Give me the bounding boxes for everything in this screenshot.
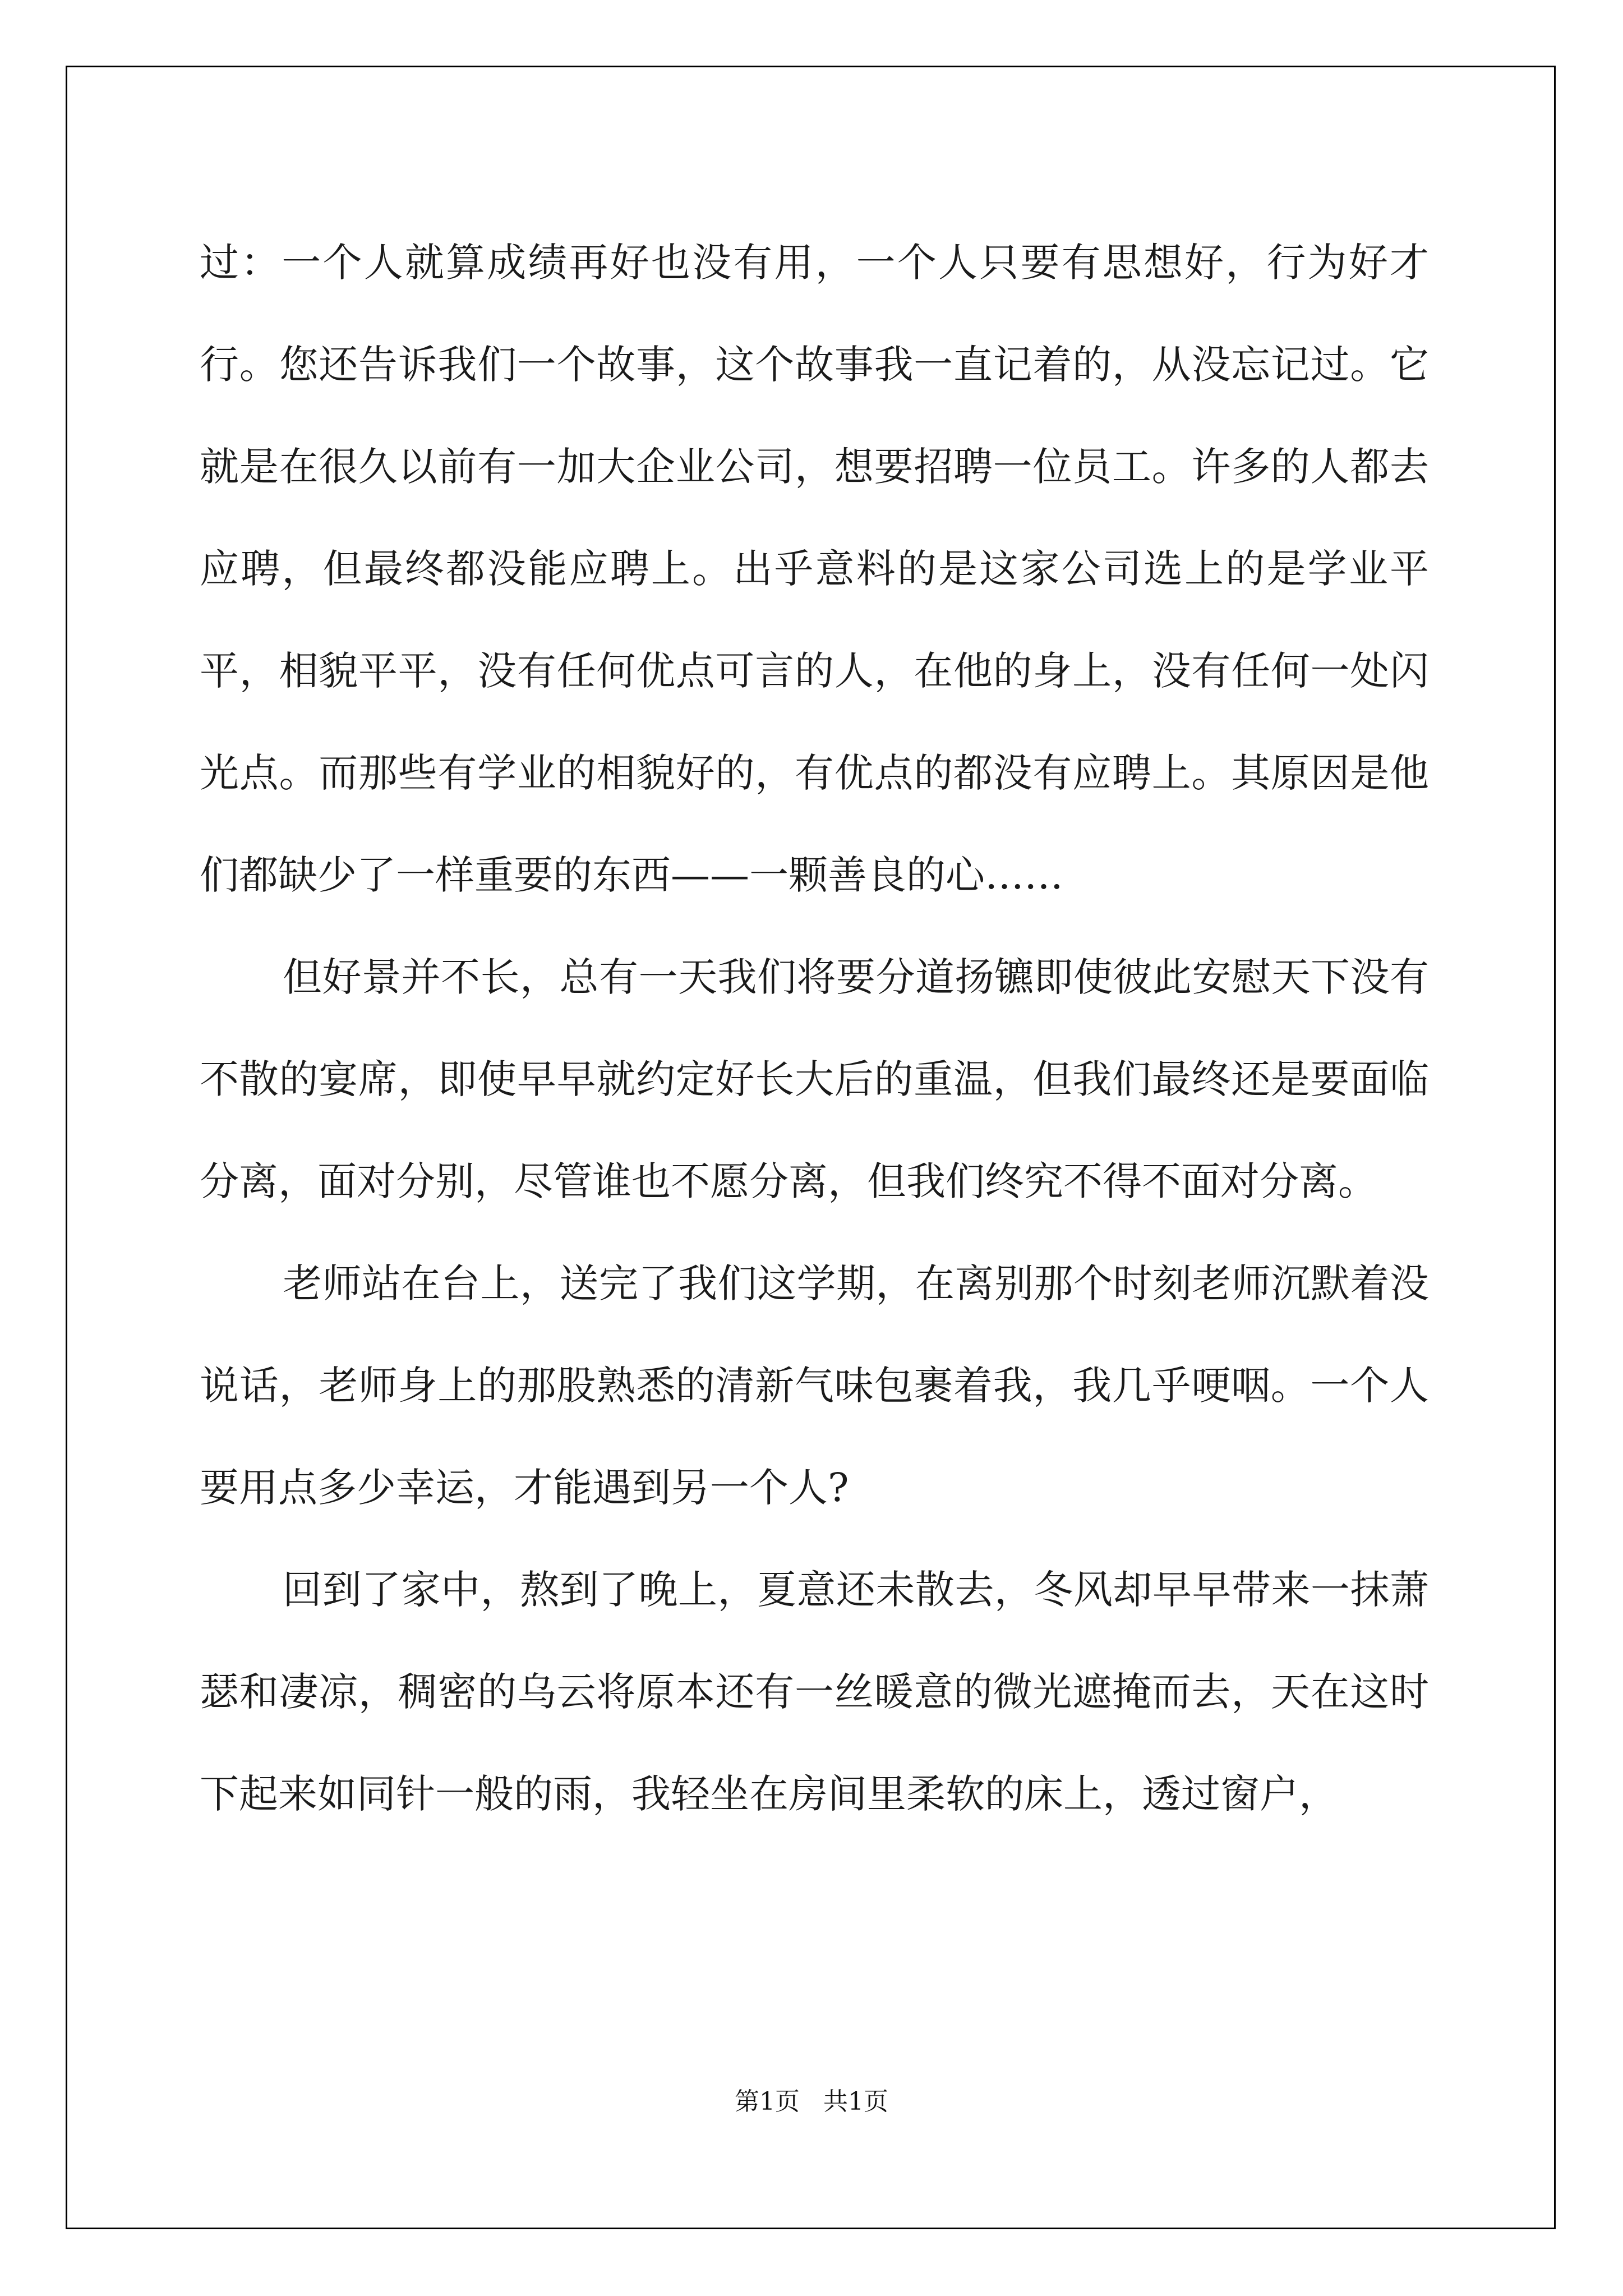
page-footer [0, 2085, 1623, 2119]
footer-total-pages: 共1页 [823, 2087, 888, 2116]
document-body [200, 211, 1429, 1845]
paragraph-1: 过：一个人就算成绩再好也没有用，一个人只要有思想好，行为好才行。您还告诉我们一个故事，这个故事我一直记着的，从没忘记过。它就是在很久以前有一加大企业公司，想要招聘一位员工。许多的人都去应聘，但最终都没能应聘上。出乎意料的是这家公司选上的是学业平平，相貌平平，没有任何优点可言的人，在他的身上，没有任何一处闪光点。而那些有学业的相貌好的，有优点的都没有应聘上。其原因是他们都缺少了一样重要的东西——一颗善良的心…… [200, 240, 1429, 898]
paragraph-2: 但好景并不长，总有一天我们将要分道扬镳即使彼此安慰天下没有不散的宴席，即使早早就约定好长大后的重温，但我们最终还是要面临分离，面对分别，尽管谁也不愿分离，但我们终究不得不面对分离。 [200, 954, 1429, 1204]
footer-page-number: 第1页 [735, 2087, 800, 2116]
paragraph-3: 老师站在台上，送完了我们这学期，在离别那个时刻老师沉默着没说话，老师身上的那股熟悉的清新气味包裹着我，我几乎哽咽。一个人要用点多少幸运，才能遇到另一个人? [200, 1260, 1429, 1511]
paragraph-4: 回到了家中，熬到了晚上，夏意还未散去，冬风却早早带来一抹萧瑟和凄凉，稠密的乌云将原本还有一丝暖意的微光遮掩而去，天在这时下起来如同针一般的雨，我轻坐在房间里柔软的床上，透过窗户， [200, 1567, 1429, 1817]
